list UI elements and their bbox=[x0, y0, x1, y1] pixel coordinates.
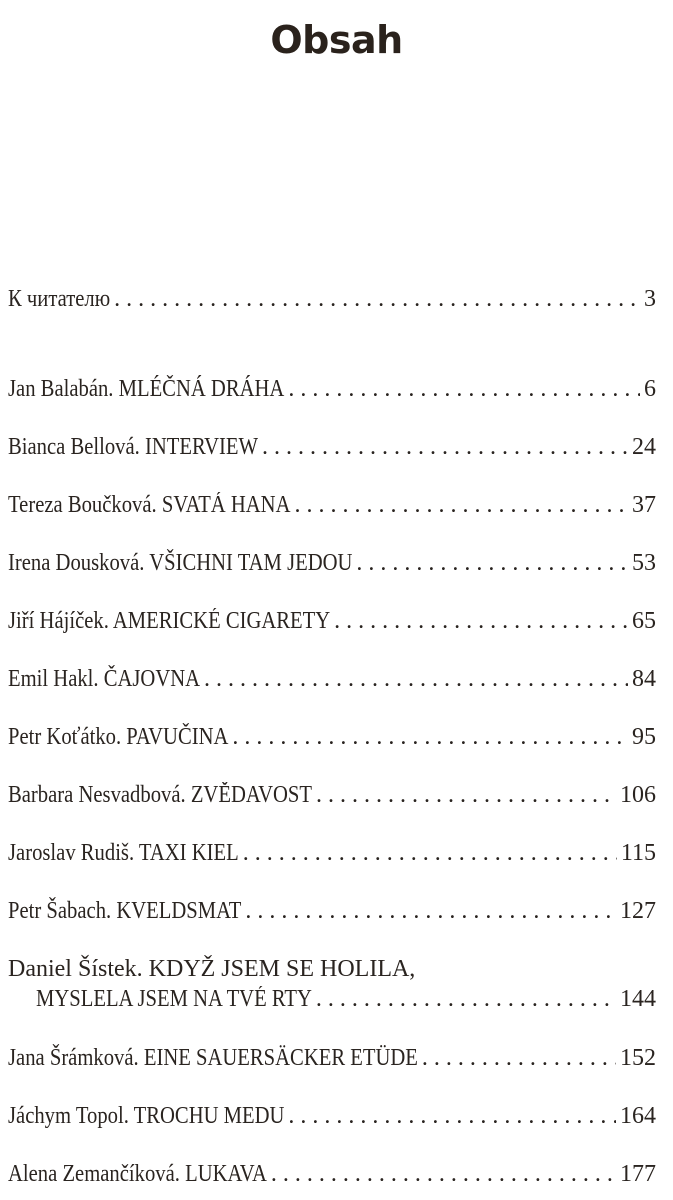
page-number: 106 bbox=[620, 782, 656, 808]
dot-leader bbox=[316, 780, 616, 810]
page-number: 6 bbox=[644, 376, 656, 402]
toc-entry bbox=[8, 954, 656, 1014]
toc-entry bbox=[8, 548, 656, 578]
page-number: 95 bbox=[632, 724, 656, 750]
entry-title: Jiří Hájíček. AMERICKÉ CIGARETY bbox=[8, 608, 331, 634]
dot-leader bbox=[316, 984, 616, 1014]
page-number: 115 bbox=[620, 840, 656, 866]
toc-entry bbox=[8, 838, 656, 868]
toc-entry bbox=[8, 664, 656, 694]
page-number: 24 bbox=[632, 434, 656, 460]
dot-leader bbox=[232, 722, 628, 752]
page-number: 152 bbox=[620, 1045, 656, 1071]
page-number: 84 bbox=[632, 666, 656, 692]
dot-leader bbox=[114, 284, 640, 314]
entry-title: Petr Koťátko. PAVUČINA bbox=[8, 724, 229, 750]
entry-title: Barbara Nesvadbová. ZVĚDAVOST bbox=[8, 782, 312, 808]
dot-leader bbox=[288, 1101, 616, 1131]
toc-entry bbox=[8, 1043, 656, 1073]
entry-title: Tereza Boučková. SVATÁ HANA bbox=[8, 492, 291, 518]
toc-entry bbox=[8, 432, 656, 462]
dot-leader bbox=[422, 1043, 616, 1073]
toc-entry bbox=[8, 490, 656, 520]
entry-title: Alena Zemančíková. LUKAVA bbox=[8, 1161, 267, 1187]
toc-entry bbox=[8, 780, 656, 810]
entry-title: Bianca Bellová. INTERVIEW bbox=[8, 434, 258, 460]
dot-leader bbox=[334, 606, 628, 636]
entry-title: К читателю bbox=[8, 286, 111, 312]
entry-title: Jan Balabán. MLÉČNÁ DRÁHA bbox=[8, 376, 285, 402]
page-number: 127 bbox=[620, 898, 656, 924]
page-number: 37 bbox=[632, 492, 656, 518]
dot-leader bbox=[245, 896, 616, 926]
page-number: 65 bbox=[632, 608, 656, 634]
toc-entry bbox=[8, 1159, 656, 1189]
page-number: 3 bbox=[644, 286, 656, 312]
entry-title: Petr Šabach. KVELDSMAT bbox=[8, 898, 242, 924]
toc-entry bbox=[8, 722, 656, 752]
dot-leader bbox=[288, 374, 640, 404]
page-number: 164 bbox=[620, 1103, 656, 1129]
entry-title: Jaroslav Rudiš. TAXI KIEL bbox=[8, 840, 239, 866]
toc-entry bbox=[8, 284, 656, 314]
dot-leader bbox=[243, 838, 617, 868]
page-number: 53 bbox=[632, 550, 656, 576]
entry-title: Emil Hakl. ČAJOVNA bbox=[8, 666, 201, 692]
dot-leader bbox=[271, 1159, 616, 1189]
toc-entry bbox=[8, 374, 656, 404]
dot-leader bbox=[262, 432, 628, 462]
entry-title: Daniel Šístek. KDYŽ JSEM SE HOLILA, bbox=[8, 956, 416, 982]
entry-title: Jáchym Topol. TROCHU MEDU bbox=[8, 1103, 285, 1129]
page-number: 177 bbox=[620, 1161, 656, 1187]
toc-entry bbox=[8, 606, 656, 636]
toc-entry bbox=[8, 1101, 656, 1131]
dot-leader bbox=[204, 664, 628, 694]
entry-title: Jana Šrámková. EINE SAUERSÄCKER ETÜDE bbox=[8, 1045, 418, 1071]
entry-title: Irena Dousková. VŠICHNI TAM JEDOU bbox=[8, 550, 353, 576]
page-number: 144 bbox=[620, 986, 656, 1012]
page-title: Obsah bbox=[270, 18, 403, 62]
dot-leader bbox=[356, 548, 628, 578]
dot-leader bbox=[294, 490, 628, 520]
toc-entry bbox=[8, 896, 656, 926]
entry-title-continued: MYSLELA JSEM NA TVÉ RTY bbox=[36, 986, 312, 1012]
